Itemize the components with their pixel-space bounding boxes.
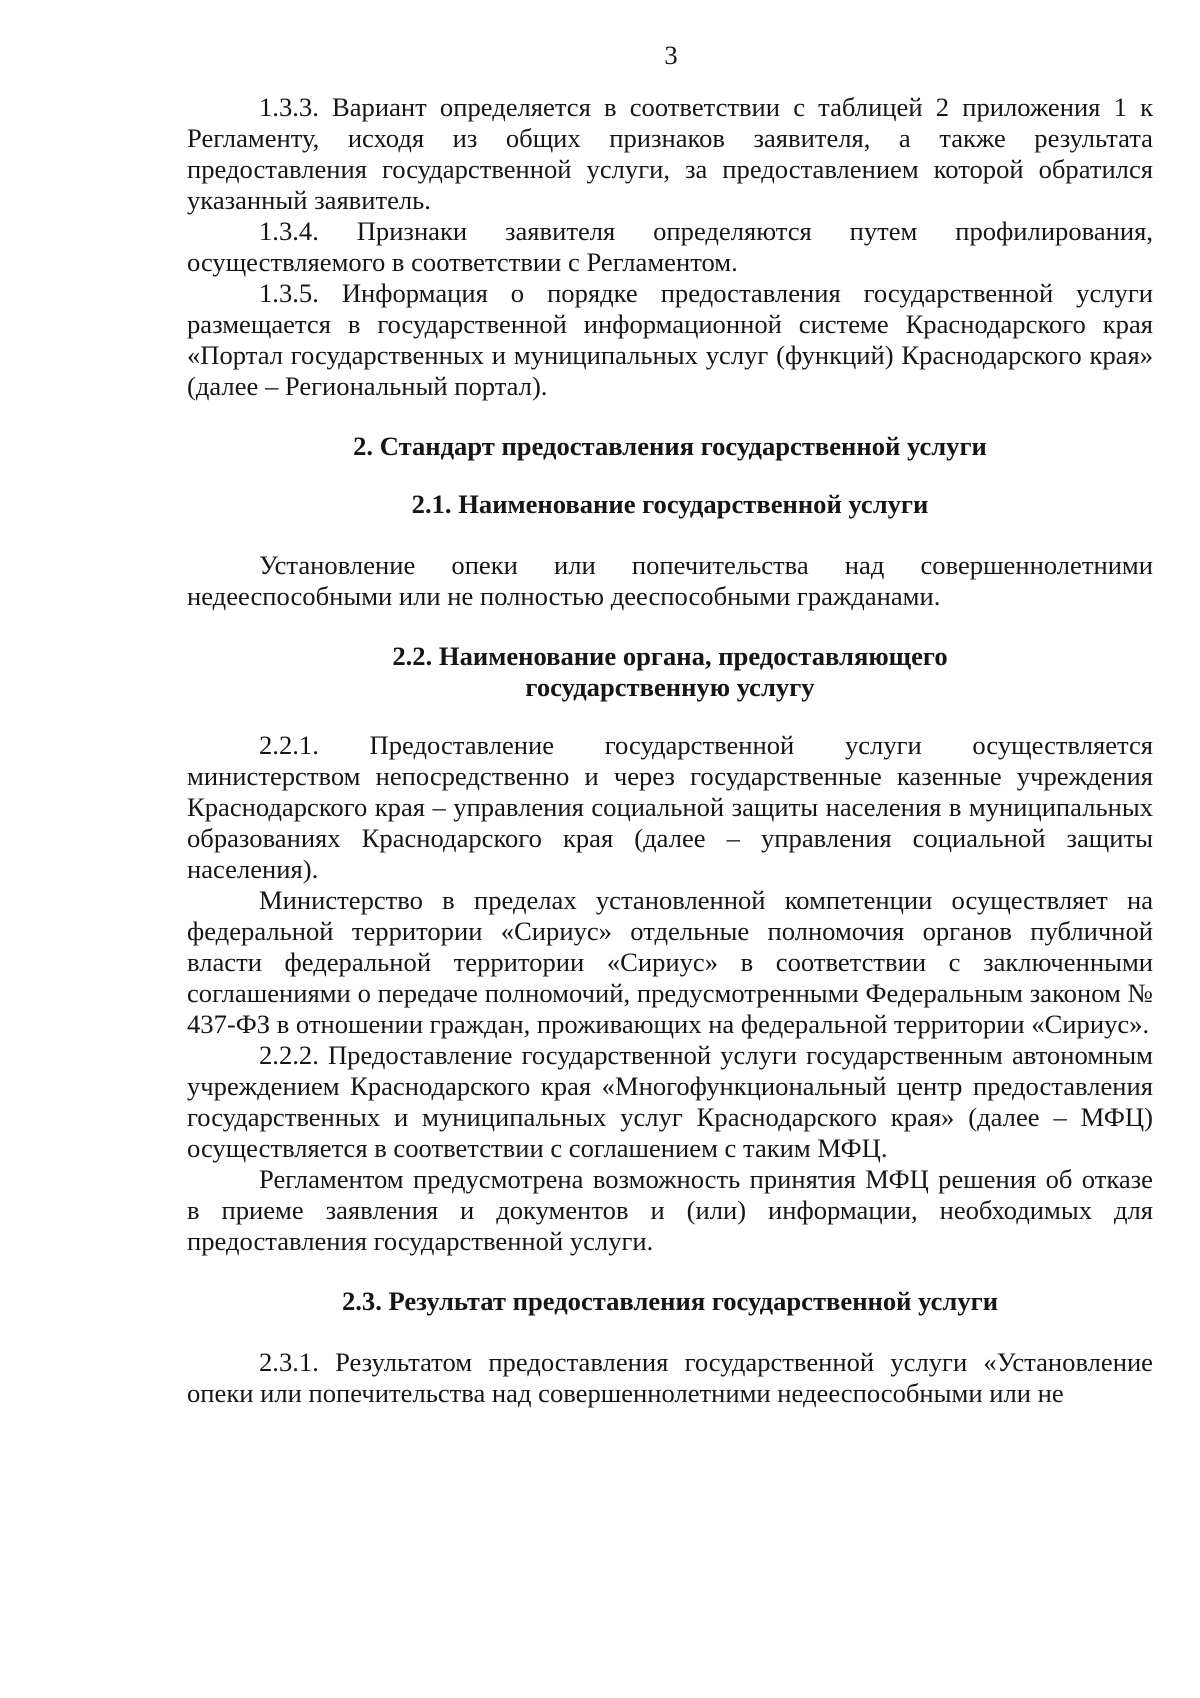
paragraph-1-3-4: 1.3.4. Признаки заявителя определяются путем профилирования, осуществляемого в соответствии с Регламентом. [187, 216, 1153, 277]
paragraph-2-2-1: 2.2.1. Предоставление государственной услуги осуществляется министерством непосредственно и через государственные казенные учреждения Краснодарского края – управления социальной защиты населения в муниципальных образованиях Краснодарского края (далее – управления социальной защиты населения). [187, 730, 1153, 884]
paragraph-2-2-2: 2.2.2. Предоставление государственной услуги государственным автономным учреждением Краснодарского края «Многофункциональный центр предоставления государственных и муниципальных услуг Краснодарского края» (далее – МФЦ) осуществляется в соответствии с соглашением с таким МФЦ. [187, 1040, 1153, 1163]
section-heading-2: 2. Стандарт предоставления государственной услуги [353, 431, 987, 461]
subsection-heading-2-1: 2.1. Наименование государственной услуги [411, 489, 929, 519]
page-number: 3 [664, 40, 678, 70]
paragraph-2-3-1: 2.3.1. Результатом предоставления государственной услуги «Установление опеки или попечительства над совершеннолетними недееспособными или не [187, 1347, 1153, 1408]
paragraph-2-1: Установление опеки или попечительства над совершеннолетними недееспособными или не полностью дееспособными гражданами. [187, 550, 1153, 611]
paragraph-1-3-3: 1.3.3. Вариант определяется в соответствии с таблицей 2 приложения 1 к Регламенту, исходя из общих признаков заявителя, а также результата предоставления государственной услуги, за предоставлением которой обратился указанный заявитель. [187, 92, 1153, 215]
paragraph-2-2-2-continued: Регламентом предусмотрена возможность принятия МФЦ решения об отказе в приеме заявления и документов и (или) информации, необходимых для предоставления государственной услуги. [187, 1164, 1153, 1256]
subsection-heading-2-2-line2: государственную услугу [525, 672, 815, 702]
subsection-heading-2-3: 2.3. Результат предоставления государственной услуги [341, 1286, 999, 1316]
paragraph-2-2-1-continued: Министерство в пределах установленной компетенции осуществляет на федеральной территории «Сириус» отдельные полномочия органов публичной власти федеральной территории «Сириус» в соответствии с заключенными соглашениями о передаче полномочий, предусмотренными Федеральным законом № 437-ФЗ в отношении граждан, проживающих на федеральной территории «Сириус». [187, 885, 1153, 1039]
subsection-heading-2-2-line1: 2.2. Наименование органа, предоставляющего [392, 641, 948, 671]
paragraph-1-3-5: 1.3.5. Информация о порядке предоставления государственной услуги размещается в государственной информационной системе Краснодарского края «Портал государственных и муниципальных услуг (функций) Краснодарского края» (далее – Региональный портал). [187, 278, 1153, 401]
